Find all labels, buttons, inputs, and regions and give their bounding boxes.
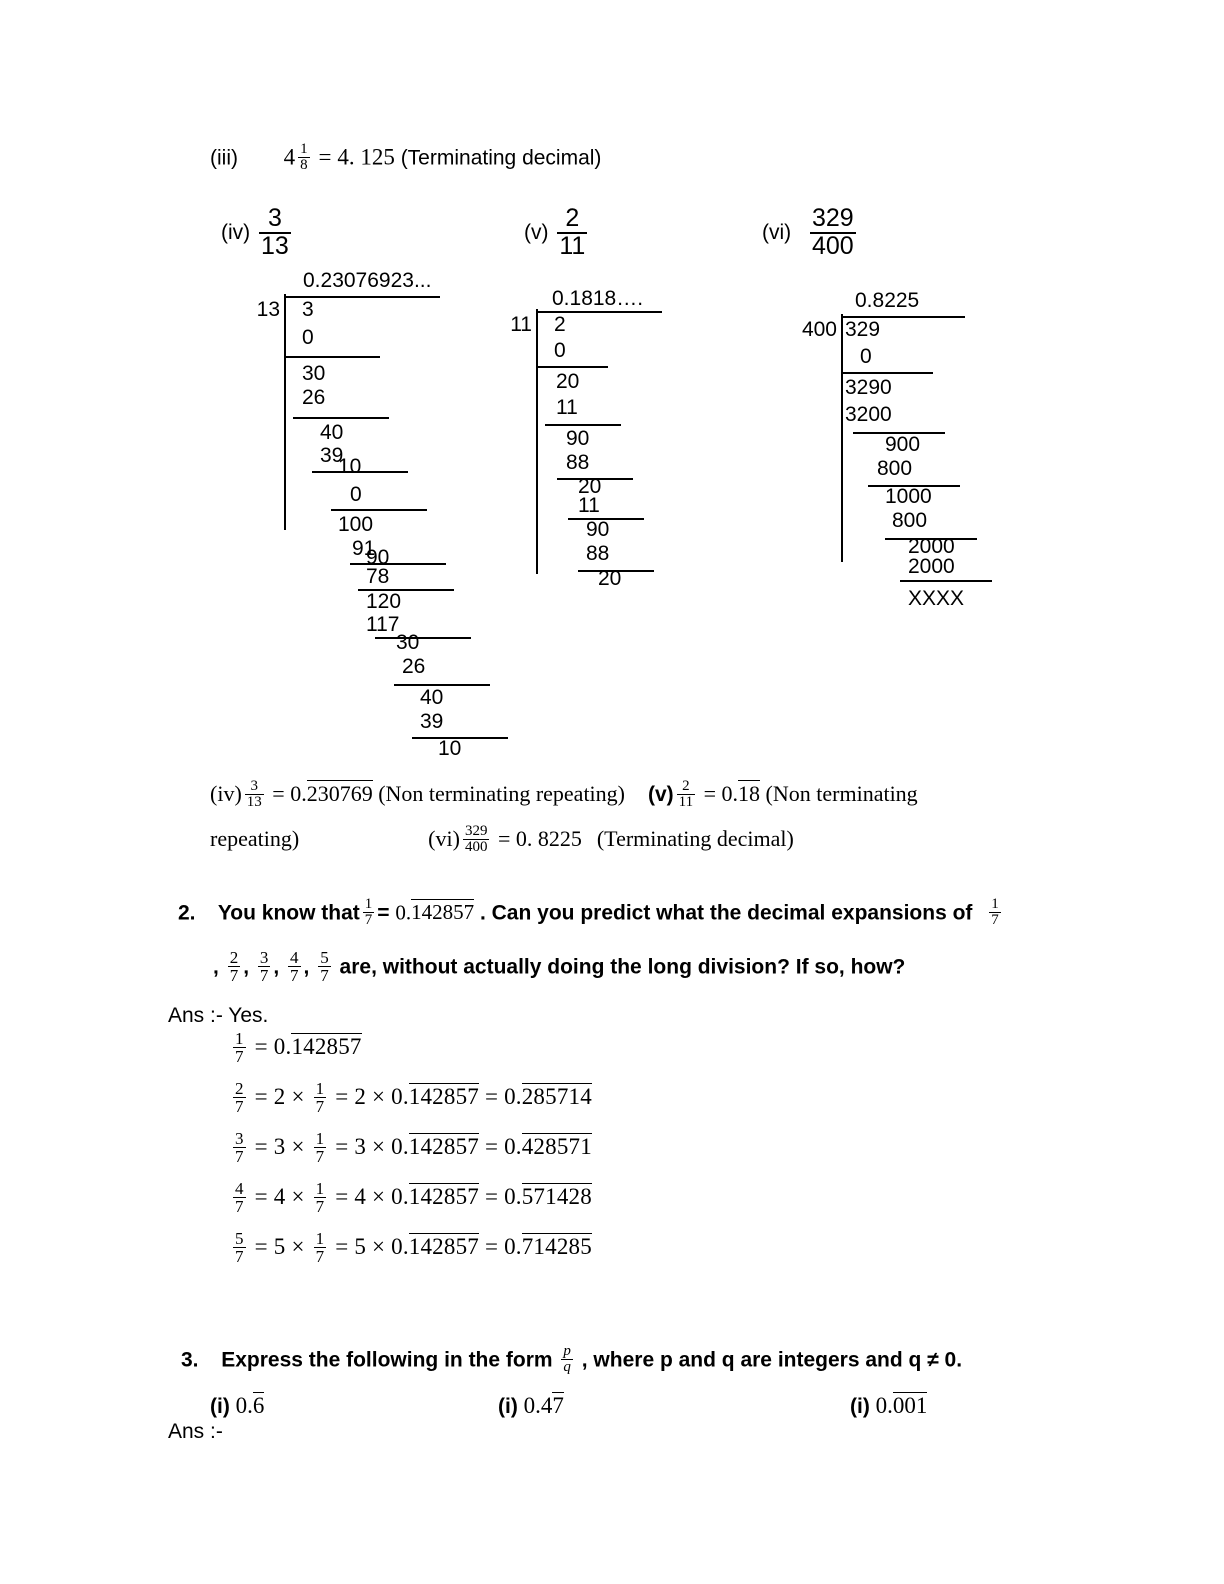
conclusion-vi-fraction: [463, 824, 490, 856]
expansion-fraction: [233, 1130, 246, 1166]
conclusion-v-note: (Non terminating: [765, 781, 918, 806]
equals-sign: =: [335, 1084, 349, 1110]
divisor-11: 11: [510, 313, 532, 336]
division-row: 88: [566, 451, 590, 474]
lead-zero: 0.: [504, 1134, 522, 1160]
denominator: 7: [235, 1147, 244, 1167]
question-3-text-b: , where p and q are integers and q ≠ 0.: [581, 1348, 963, 1372]
equals-sign: =: [335, 1134, 349, 1160]
denominator: 7: [315, 1147, 325, 1167]
numerator: 1: [315, 1229, 325, 1248]
question-3-number: 3.: [181, 1348, 199, 1372]
conclusion-vi-denominator: 400: [464, 839, 488, 856]
expansion-fraction: [233, 1080, 246, 1116]
equals-sign: =: [254, 1084, 268, 1110]
denominator: 7: [235, 1097, 244, 1117]
division-row: 10: [338, 455, 362, 478]
times-sign: ×: [291, 1184, 305, 1210]
header-vi-denominator: 400: [812, 231, 854, 260]
item-iii-whole: 4: [283, 144, 296, 170]
part-repeating-digits: 001: [892, 1393, 928, 1418]
division-row: 11: [578, 494, 600, 517]
long-division-329-over-400: [0, 0, 1020, 620]
times-sign: ×: [291, 1134, 305, 1160]
question-2-line2-text: are, without actually doing the long division? If so, how?: [339, 955, 906, 979]
lead-zero: 0.: [273, 1034, 292, 1060]
lead-zero: 0.: [504, 1184, 522, 1210]
conclusion-vi-label: (vi): [428, 825, 460, 851]
division-row: 329: [845, 318, 881, 341]
division-row: 0: [302, 326, 314, 349]
divisor-13: 13: [256, 298, 280, 321]
division-row: 91: [352, 537, 376, 560]
division-row: 117: [366, 613, 400, 636]
conclusion-iv-lead: 0.: [290, 781, 307, 806]
conclusion-v-equals: =: [703, 781, 717, 806]
multiplier: 2: [354, 1084, 367, 1110]
equals-sign: =: [254, 1184, 268, 1210]
denominator: 7: [315, 1197, 325, 1217]
item-iii-equals: =: [318, 144, 332, 170]
denominator: 7: [235, 1047, 244, 1067]
conclusion-v-note-continued: repeating): [210, 825, 300, 851]
result-repeating-digits: 428571: [521, 1134, 592, 1160]
division-row: 1000: [885, 485, 932, 508]
unit-fraction: [314, 1080, 327, 1116]
question-2-line2-prefix: ,: [213, 955, 219, 979]
division-row: 30: [396, 631, 420, 654]
conclusion-v-denominator: 11: [678, 794, 694, 811]
part-lead: 0.: [875, 1393, 893, 1418]
numerator: 2: [235, 1079, 244, 1098]
division-bar: [841, 314, 843, 562]
expansion-row-2-7: [230, 1081, 592, 1117]
division-row: 40: [320, 421, 344, 444]
expansion-row-4-7: [230, 1181, 592, 1217]
unit-fraction: [314, 1230, 327, 1266]
numerator: 3: [259, 948, 269, 967]
equals-sign: =: [335, 1184, 349, 1210]
division-row: 2: [554, 313, 566, 336]
item-iii-denominator: 8: [300, 157, 308, 174]
repeating-digits: 142857: [291, 1034, 362, 1060]
division-row: 88: [586, 542, 610, 565]
part-repeating-digits: 6: [252, 1393, 265, 1418]
question-2-fraction-4-7: [288, 949, 301, 985]
conclusion-iv-label: (iv): [210, 781, 242, 806]
header-vi-label: (vi): [762, 221, 792, 245]
division-row: 2000: [908, 555, 955, 578]
denominator: 7: [315, 1247, 325, 1267]
question-2-fraction-5-7: [318, 949, 331, 985]
division-rule: [841, 372, 933, 374]
lead-zero: 0.: [504, 1084, 522, 1110]
expansion-fraction: [233, 1230, 246, 1266]
division-row: 900: [885, 433, 921, 456]
times-sign: ×: [372, 1084, 386, 1110]
base-repeating-digits: 142857: [408, 1084, 479, 1110]
times-sign: ×: [372, 1184, 386, 1210]
expansion-row-5-7: [230, 1231, 592, 1267]
item-iii-numerator: 1: [300, 141, 308, 157]
question-3-part-1: [210, 1392, 264, 1419]
multiplier: 5: [354, 1234, 367, 1260]
conclusion-line-1: [210, 780, 918, 812]
part-label: (i): [210, 1395, 230, 1418]
expansion-row-3-7: [230, 1131, 592, 1167]
numerator: 1: [315, 1129, 325, 1148]
conclusion-v-numerator: 2: [682, 778, 690, 795]
times-sign: ×: [291, 1234, 305, 1260]
part-label: (i): [850, 1395, 870, 1418]
question-3-part-3: [850, 1392, 927, 1419]
conclusion-vi-note: (Terminating decimal): [596, 825, 794, 851]
part-lead: 0.: [235, 1393, 253, 1418]
question-3-text-a: Express the following in the form: [221, 1348, 553, 1372]
multiplier: 5: [273, 1234, 286, 1260]
division-row: 3290: [845, 376, 892, 399]
conclusion-iv-repeating-digits: 230769: [306, 781, 373, 806]
denominator-q: q: [563, 1359, 571, 1376]
multiplier: 3: [273, 1134, 286, 1160]
part-repeating-digits: 7: [552, 1393, 564, 1418]
question-2-tail-fraction: [989, 897, 1001, 929]
quotient-2-over-11: 0.1818….: [552, 287, 644, 310]
divisor-400: 400: [801, 318, 837, 341]
equals-sign: =: [254, 1234, 268, 1260]
question-3-answer-label: Ans :-: [168, 1420, 223, 1443]
conclusion-iv-equals: =: [272, 781, 285, 806]
conclusion-vi-equals: =: [497, 825, 511, 851]
division-row: 0: [350, 483, 362, 506]
equals-sign: =: [254, 1134, 268, 1160]
question-2-fraction-2-7: [228, 949, 241, 985]
question-2-fraction-3-7: [258, 949, 271, 985]
division-row: 39: [320, 444, 344, 467]
part-plain-digit: 4: [540, 1393, 553, 1418]
header-v-numerator: 2: [565, 204, 580, 232]
denominator: 7: [235, 1197, 244, 1217]
division-row: 78: [366, 565, 390, 588]
conclusion-vi-value: 0. 8225: [515, 825, 582, 851]
equals-sign: =: [484, 1184, 499, 1210]
unit-fraction: [314, 1130, 327, 1166]
denominator: 7: [259, 966, 269, 986]
division-row: 800: [877, 457, 913, 480]
item-iii-note: (Terminating decimal): [400, 146, 602, 170]
base-repeating-digits: 142857: [408, 1234, 479, 1260]
division-row: 20: [578, 475, 602, 498]
division-row: 20: [556, 370, 580, 393]
header-iv-denominator: 13: [261, 231, 289, 260]
division-row: 40: [420, 686, 444, 709]
numerator: 3: [235, 1129, 244, 1148]
division-row: 3: [302, 298, 314, 321]
times-sign: ×: [372, 1134, 386, 1160]
question-2-lead: 0.: [395, 900, 412, 925]
division-row: 11: [556, 396, 578, 419]
numerator: 1: [315, 1179, 325, 1198]
question-3-line-1: [181, 1345, 962, 1377]
conclusion-iv-denominator: 13: [246, 794, 262, 811]
numerator: 4: [290, 948, 299, 967]
question-2-text-a: You know that: [217, 901, 360, 925]
equals-sign: =: [254, 1034, 268, 1060]
division-row: 39: [420, 710, 444, 733]
division-row: 2000: [908, 535, 955, 558]
division-row: 120: [366, 590, 402, 613]
lead-zero: 0.: [391, 1084, 409, 1110]
item-iii-value: 4. 125: [337, 144, 395, 170]
denominator: 7: [315, 1097, 325, 1117]
question-2-number: 2.: [178, 901, 196, 925]
equals-sign: =: [484, 1134, 499, 1160]
header-iv-label: (iv): [221, 221, 251, 245]
conclusion-iv-numerator: 3: [250, 778, 259, 795]
numerator: 1: [235, 1029, 244, 1048]
division-row: 90: [586, 518, 610, 541]
question-2-denominator: 7: [364, 912, 373, 929]
lead-zero: 0.: [391, 1134, 409, 1160]
expansion-row-1-7: [230, 1031, 362, 1067]
result-repeating-digits: 571428: [521, 1184, 592, 1210]
lead-zero: 0.: [504, 1234, 522, 1260]
conclusion-line-2: [210, 825, 794, 857]
multiplier: 3: [354, 1134, 367, 1160]
division-row: 0: [554, 339, 566, 362]
denominator: 7: [290, 966, 299, 986]
question-3-part-2: [498, 1392, 564, 1419]
base-repeating-digits: 142857: [408, 1134, 479, 1160]
denominator: 7: [235, 1247, 244, 1267]
equals-sign: =: [335, 1234, 349, 1260]
question-2-tail-numerator: 1: [991, 896, 999, 912]
header-v-label: (v): [524, 221, 549, 245]
unit-fraction: [314, 1180, 327, 1216]
numerator: 4: [235, 1179, 244, 1198]
header-v-denominator: 11: [559, 231, 586, 260]
conclusion-v-label: (v): [648, 783, 674, 806]
division-row: 800: [892, 509, 928, 532]
conclusion-vi-numerator: 329: [464, 823, 488, 839]
division-row: 30: [302, 362, 326, 385]
denominator: 7: [320, 966, 329, 986]
question-2-line-1: [178, 898, 1004, 930]
multiplier: 2: [273, 1084, 286, 1110]
conclusion-v-repeating-digits: 18: [738, 781, 761, 806]
times-sign: ×: [372, 1234, 386, 1260]
conclusion-v-lead: 0.: [721, 781, 739, 806]
division-row: 0: [860, 345, 872, 368]
multiplier: 4: [273, 1184, 286, 1210]
multiplier: 4: [354, 1184, 367, 1210]
question-2-fraction: [363, 897, 375, 929]
expansion-fraction: [233, 1030, 246, 1066]
question-2-answer-label: Ans :- Yes.: [168, 1004, 269, 1027]
division-row: 20: [598, 567, 622, 590]
header-iv-numerator: 3: [267, 204, 282, 232]
part-lead: 0.: [523, 1393, 541, 1418]
division-row: 26: [402, 655, 426, 678]
division-row: 10: [438, 737, 462, 760]
division-row: 90: [366, 546, 390, 569]
quotient-329-over-400: 0.8225: [855, 289, 920, 312]
numerator-p: p: [563, 1343, 571, 1359]
lead-zero: 0.: [391, 1184, 409, 1210]
question-2-tail-denominator: 7: [991, 912, 999, 929]
division-rule: [375, 637, 471, 639]
division-row: 90: [566, 427, 590, 450]
division-row: XXXX: [908, 587, 965, 610]
equals-sign: =: [484, 1084, 499, 1110]
numerator: 5: [320, 948, 329, 967]
part-label: (i): [498, 1395, 518, 1418]
question-2-text-b: . Can you predict what the decimal expansions of: [479, 901, 973, 925]
division-row: 3200: [845, 403, 892, 426]
question-2-repeating-digits: 142857: [411, 900, 475, 925]
times-sign: ×: [291, 1084, 305, 1110]
conclusion-iv-note: (Non terminating repeating): [378, 781, 625, 806]
numerator: 2: [229, 948, 239, 967]
numerator: 5: [235, 1229, 244, 1248]
item-iii-label: (iii): [210, 146, 238, 170]
expansion-fraction: [233, 1180, 246, 1216]
question-2-line-2: , $\frac{2}{7}$ , $\frac{3}{7}$ , $\frac{4}{7}$ , $\frac{5}{7}$ are, without actually doing the long division? If so, how?: [213, 948, 906, 986]
quotient-3-over-13: 0.23076923...: [303, 269, 432, 292]
question-2-equals: =: [377, 901, 390, 925]
numerator: 1: [315, 1079, 325, 1098]
division-row: 100: [338, 513, 374, 536]
question-3-fraction-p-over-q: [561, 1344, 573, 1376]
conclusion-iv-fraction: [245, 779, 264, 811]
division-rule: [900, 580, 992, 582]
division-row: 26: [302, 386, 326, 409]
base-repeating-digits: 142857: [408, 1184, 479, 1210]
equals-sign: =: [484, 1234, 499, 1260]
conclusion-v-fraction: [677, 779, 695, 811]
denominator: 7: [229, 966, 239, 986]
question-2-numerator: 1: [364, 896, 373, 912]
result-repeating-digits: 285714: [521, 1084, 592, 1110]
lead-zero: 0.: [391, 1234, 409, 1260]
header-vi-numerator: 329: [812, 204, 854, 232]
result-repeating-digits: 714285: [521, 1234, 592, 1260]
